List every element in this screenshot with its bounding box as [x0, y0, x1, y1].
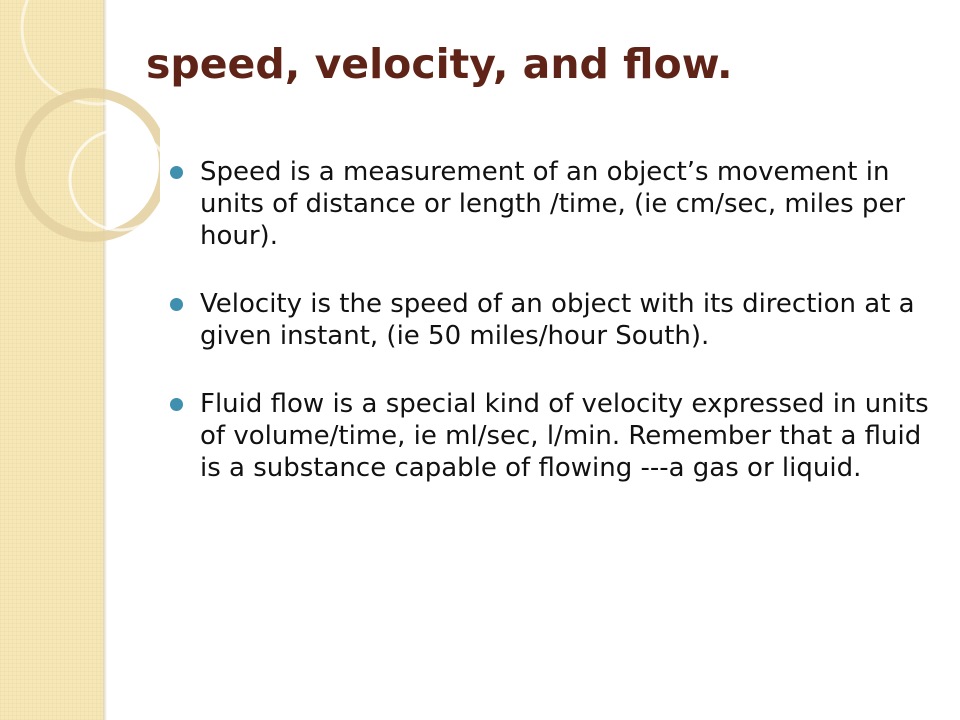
- bullet-item-velocity: [168, 288, 938, 352]
- bullet-dot-icon: [170, 398, 183, 411]
- bullet-text: Speed is a measurement of an object’s movement in units of distance or length /time, (ie cm/sec, miles per hour).: [200, 157, 906, 251]
- bullet-dot-icon: [170, 298, 183, 311]
- bullet-item-fluid-flow: [168, 388, 938, 484]
- bullet-list: [168, 156, 938, 520]
- bullet-item-speed: [168, 156, 938, 252]
- slide-title: speed, velocity, and flow.: [146, 40, 733, 88]
- decorative-circles: [0, 0, 160, 260]
- bullet-text: Velocity is the speed of an object with its direction at a given instant, (ie 50 miles/hour South).: [200, 289, 915, 351]
- bullet-dot-icon: [170, 166, 183, 179]
- bullet-text: Fluid flow is a special kind of velocity expressed in units of volume/time, ie ml/sec, l/min. Remember that a fluid is a substance capable of flowing ---a gas or liquid.: [200, 389, 929, 483]
